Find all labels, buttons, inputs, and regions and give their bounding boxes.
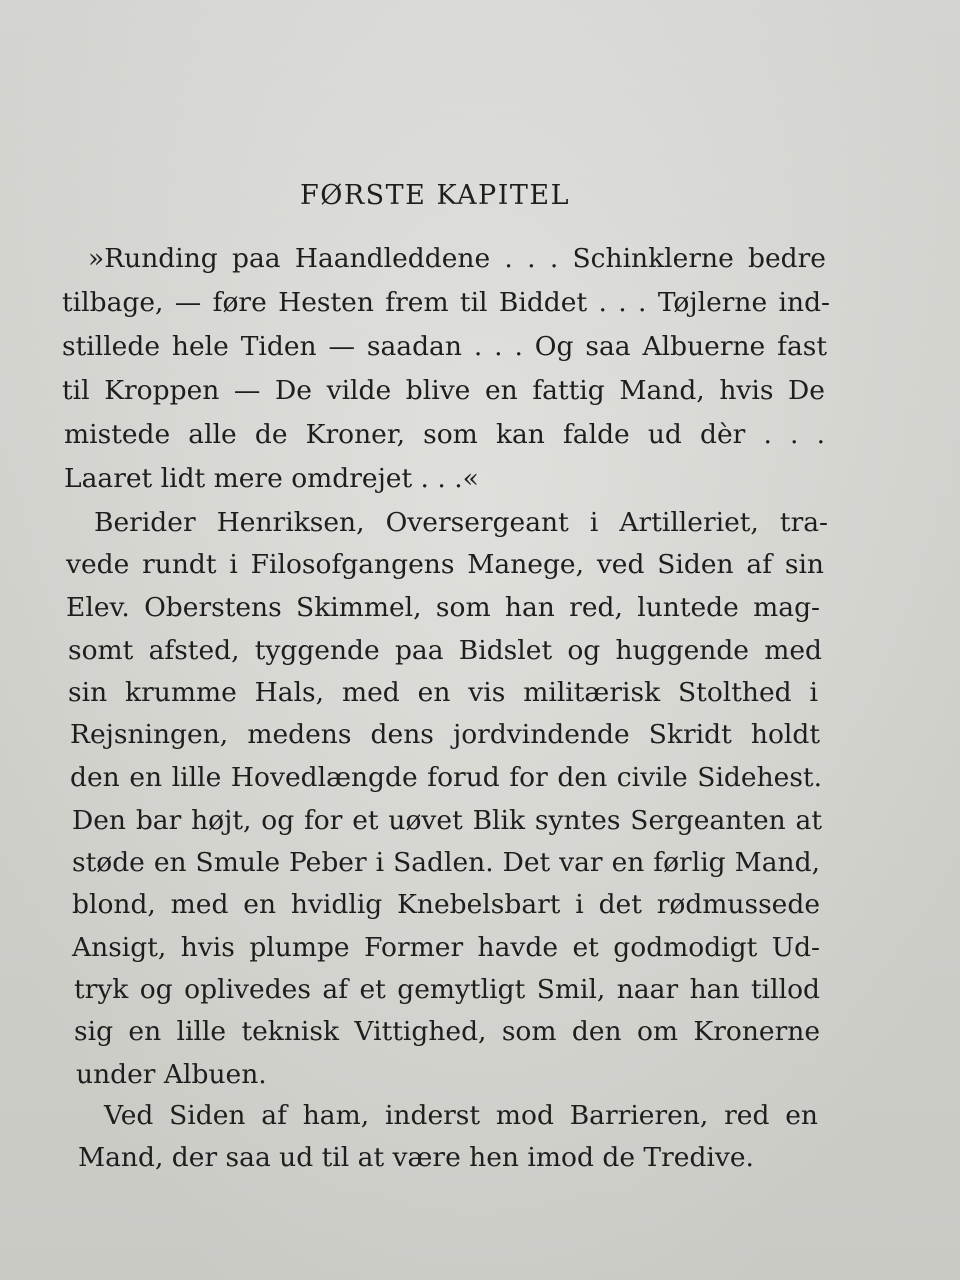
- text-line-3: stillede hele Tiden — saadan . . . Og saa Albuerne fast: [62, 331, 827, 362]
- text-line-21: Ved Siden af ham, inderst mod Barrieren, red en: [104, 1100, 818, 1131]
- text-line-10: somt afsted, tyggende paa Bidslet og huggende med: [68, 635, 822, 666]
- text-line-5: mistede alle de Kroner, som kan falde ud dèr . . .: [64, 419, 825, 450]
- text-line-22: Mand, der saa ud til at være hen imod de Tredive.: [78, 1142, 754, 1173]
- text-line-13: den en lille Hovedlængde forud for den civile Sidehest.: [70, 762, 822, 793]
- chapter-title: FØRSTE KAPITEL: [299, 180, 571, 211]
- text-line-12: Rejsningen, medens dens jordvindende Skridt holdt: [70, 719, 820, 750]
- text-line-20: under Albuen.: [76, 1059, 267, 1090]
- text-line-16: blond, med en hvidlig Knebelsbart i det rødmussede: [72, 889, 820, 920]
- text-line-2: tilbage, — føre Hesten frem til Biddet . . . Tøjlerne ind-: [62, 287, 830, 318]
- text-line-6: Laaret lidt mere omdrejet . . .«: [64, 463, 479, 494]
- text-line-9: Elev. Oberstens Skimmel, som han red, luntede mag-: [66, 592, 820, 623]
- text-line-11: sin krumme Hals, med en vis militærisk Stolthed i: [68, 677, 818, 708]
- text-line-19: sig en lille teknisk Vittighed, som den om Kronerne: [74, 1016, 820, 1047]
- text-line-4: til Kroppen — De vilde blive en fattig Mand, hvis De: [62, 375, 825, 406]
- text-line-7: Berider Henriksen, Oversergeant i Artilleriet, tra-: [94, 507, 828, 538]
- text-line-14: Den bar højt, og for et uøvet Blik syntes Sergeanten at: [72, 805, 822, 836]
- text-line-8: vede rundt i Filosofgangens Manege, ved Siden af sin: [66, 549, 824, 580]
- text-line-15: støde en Smule Peber i Sadlen. Det var en førlig Mand,: [72, 847, 820, 878]
- text-line-17: Ansigt, hvis plumpe Former havde et godmodigt Ud-: [72, 932, 820, 963]
- text-line-1: »Runding paa Haandleddene . . . Schinklerne bedre: [88, 243, 826, 274]
- text-line-18: tryk og oplivedes af et gemytligt Smil, naar han tillod: [74, 974, 820, 1005]
